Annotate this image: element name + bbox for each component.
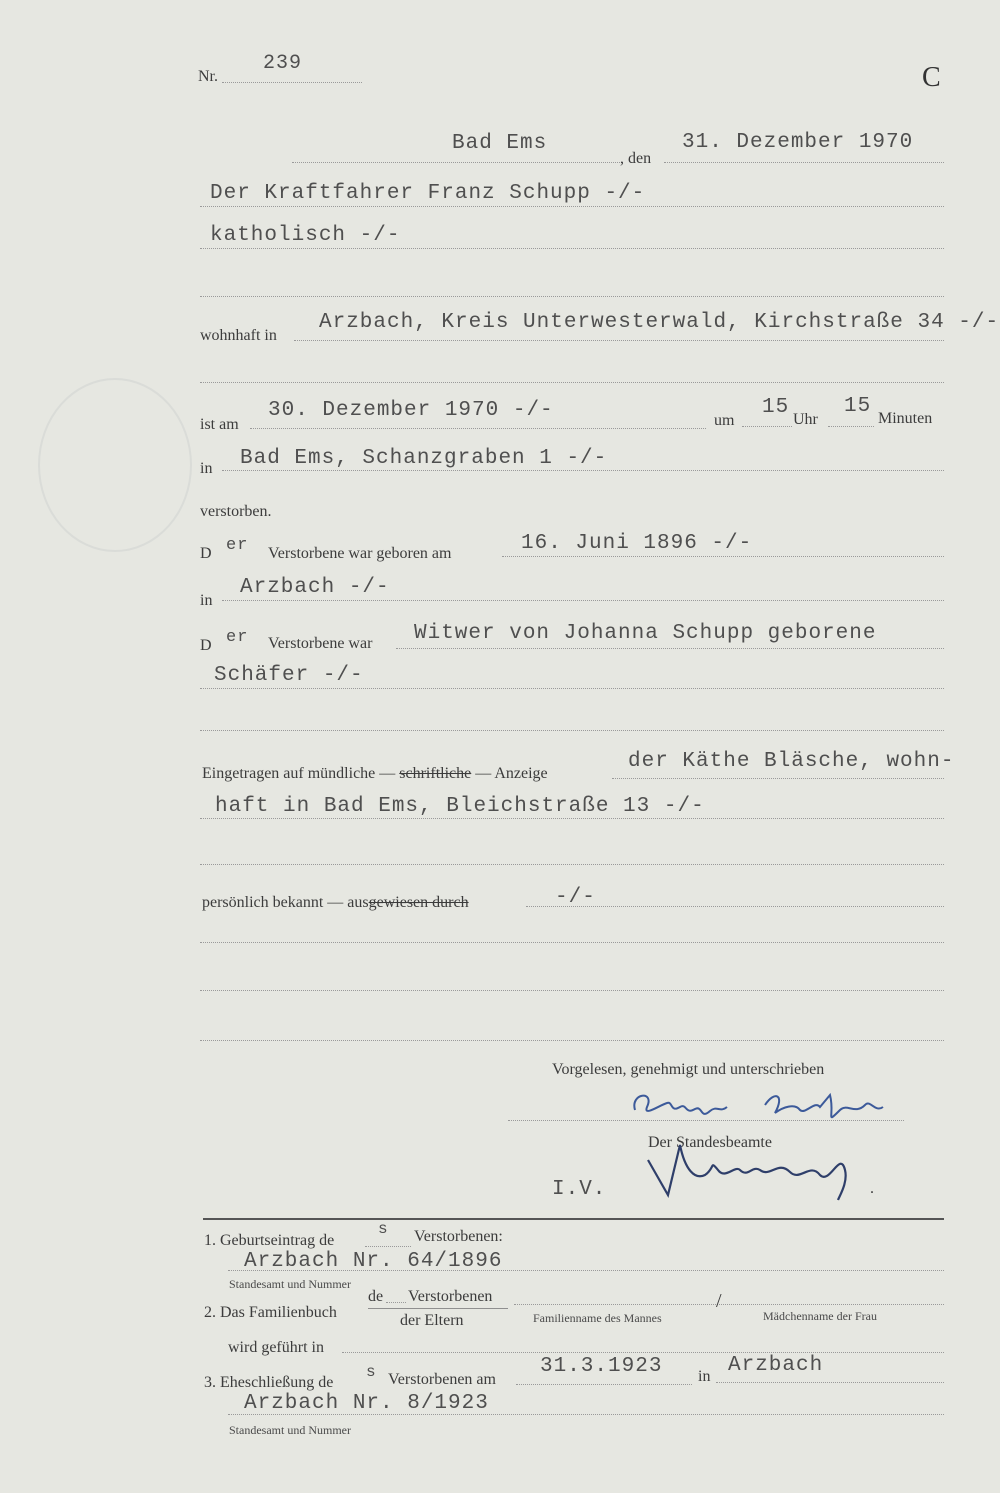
registrar-signature [640,1140,880,1205]
identification-label [202,894,469,912]
residence-value: Arzbach, Kreis Unterwesterwald, Kirchstraße 34 -/- [319,311,1000,334]
identification-struck: gewiesen durch [368,894,469,911]
note3-caption: Standesamt und Nummer [229,1423,351,1437]
death-place-underline [222,470,944,471]
birth-ending: er [226,536,249,555]
birth-label: Verstorbene war geboren am [268,545,452,562]
note2-de-underline [386,1302,406,1303]
nr-label: Nr. [198,68,218,85]
registration-label-b: — Anzeige [475,765,548,782]
note3-in: in [698,1368,711,1385]
date-underline [664,162,944,163]
note1-ending-underline [365,1246,411,1247]
date-value: 31. Dezember 1970 [682,131,914,154]
residence-label: wohnhaft in [200,327,277,344]
note2-label: 2. Das Familienbuch [204,1304,337,1321]
birth-place-underline [222,600,944,601]
person-underline-1 [200,206,944,207]
death-in-label: in [200,460,213,477]
blank-line-3 [200,1040,944,1041]
person-underline-2 [200,248,944,249]
note2-col2: Mädchenname der Frau [763,1309,877,1323]
marital-label: Verstorbene war [268,635,373,652]
blank-line-2 [200,990,944,991]
death-date-underline [250,428,706,429]
residence-underline-2 [200,382,944,383]
note3-place-underline [716,1382,944,1383]
note2-eltern: der Eltern [400,1312,464,1329]
blank-line-1 [200,942,944,943]
birth-d-label: D [200,545,212,562]
residence-underline [294,340,944,341]
registration-label-a: Eingetragen auf mündliche — [202,765,396,782]
note1-value: Arzbach Nr. 64/1896 [244,1250,503,1273]
note2-verstorbenen: Verstorbenen [408,1288,493,1305]
birth-date-underline [502,556,944,557]
marital-underline-3 [200,730,944,731]
register-letter: C [922,62,941,93]
ist-am-label: ist am [200,416,239,433]
note3-date-underline [516,1384,692,1385]
note1-underline [228,1270,944,1271]
identification-label-b: aus [347,894,369,911]
signature-dot: . [870,1180,874,1197]
note2-de: de [368,1288,384,1305]
note2-slash: / [716,1290,722,1312]
place-underline [292,162,620,163]
note1-label-b: Verstorbenen: [414,1228,503,1245]
identification-label-a: persönlich bekannt — [202,894,344,911]
note3-value: Arzbach Nr. 8/1923 [244,1392,489,1415]
note1-caption: Standesamt und Nummer [229,1277,351,1291]
note2-underline [514,1304,944,1305]
place-value: Bad Ems [452,132,548,155]
note1-label-a: 1. Geburtseintrag de [204,1232,335,1249]
note3-place: Arzbach [728,1354,824,1377]
note3-date: 31.3.1923 [540,1355,663,1378]
um-label: um [714,412,735,429]
section-divider [203,1218,944,1220]
note3-underline [228,1414,944,1415]
marital-d-label: D [200,637,212,654]
verstorben-label: verstorben. [200,503,272,520]
registration-underline-3 [200,864,944,865]
birth-in-label: in [200,592,213,609]
registration-underline-2 [200,818,944,819]
note2-fuehrt: wird geführt in [228,1339,324,1356]
marital-line-2: Schäfer -/- [214,664,364,687]
registration-struck: schriftliche [399,765,472,782]
minuten-label: Minuten [878,410,933,427]
note3-label-b: Verstorbenen am [388,1371,496,1388]
nr-value: 239 [263,52,303,75]
note1-ending: s [378,1220,389,1238]
person-line-1: Der Kraftfahrer Franz Schupp -/- [210,182,646,205]
marital-underline-2 [200,688,944,689]
death-minutes: 15 [844,395,872,418]
nr-underline [222,82,362,83]
identification-value: -/- [555,886,596,909]
death-place: Bad Ems, Schanzgraben 1 -/- [240,447,608,470]
bleed-through-text [150,255,160,302]
hour-underline [742,426,792,427]
marital-underline-1 [396,648,944,649]
death-hour: 15 [762,396,790,419]
note2-fraction-line [368,1308,508,1309]
note2-underline-2 [342,1352,944,1353]
den-label: , den [620,150,652,167]
birth-place: Arzbach -/- [240,576,390,599]
minutes-underline [828,426,874,427]
death-date: 30. Dezember 1970 -/- [268,399,554,422]
iv-label: I.V. [552,1178,607,1201]
registration-line-2: haft in Bad Ems, Bleichstraße 13 -/- [215,795,705,818]
read-approved-line: Vorgelesen, genehmigt und unterschrieben [552,1061,825,1078]
marital-ending: er [226,628,249,647]
birth-date: 16. Juni 1896 -/- [521,532,753,555]
registration-line-1: der Käthe Bläsche, wohn- [628,750,955,773]
registrar-label: Der Standesbeamte [648,1134,772,1151]
registration-underline-1 [612,778,944,779]
marital-line-1: Witwer von Johanna Schupp geborene [414,622,877,645]
uhr-label: Uhr [793,411,818,428]
note3-ending: s [366,1363,377,1381]
person-underline-3 [200,296,944,297]
note3-label-a: 3. Eheschließung de [204,1374,334,1391]
note2-col1: Familienname des Mannes [533,1311,662,1325]
registration-label [202,765,548,783]
informant-signature [625,1085,895,1130]
person-line-2: katholisch -/- [210,224,401,247]
faint-stamp [38,378,192,552]
